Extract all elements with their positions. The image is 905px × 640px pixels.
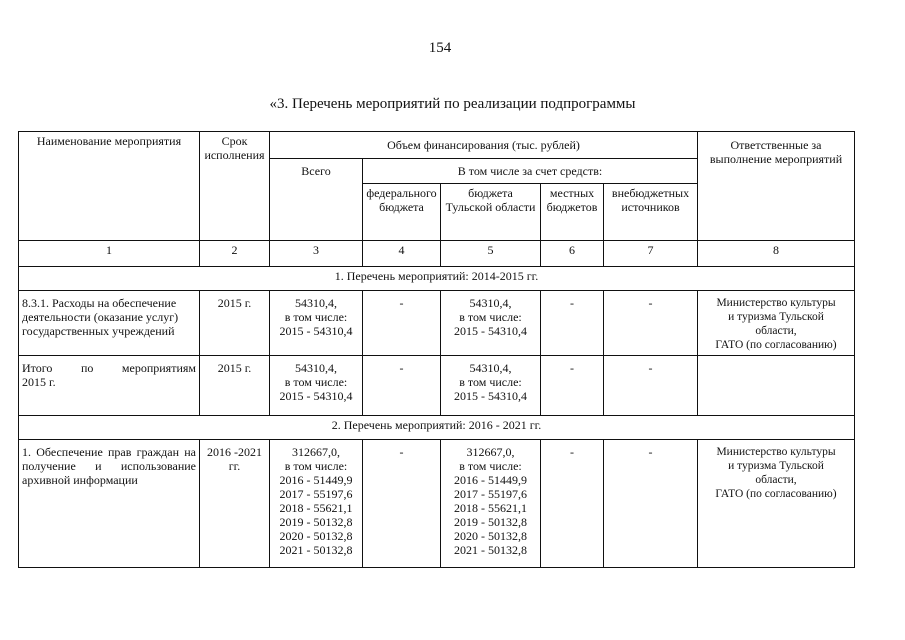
total-local: - — [541, 356, 604, 416]
header-financing: Объем финансирования (тыс. рублей) — [270, 132, 698, 159]
header-regional: бюджета Тульской области — [441, 184, 541, 241]
column-number: 8 — [698, 241, 855, 267]
document-title: «3. Перечень мероприятий по реализации подпрограммы — [269, 96, 636, 112]
event-offbudget: - — [604, 440, 698, 568]
event-responsible: Министерство культуры и туризма Тульской области, ГАТО (по согласованию) — [698, 440, 855, 568]
event-local: - — [541, 291, 604, 356]
column-number: 5 — [441, 241, 541, 267]
table-row-total — [19, 356, 855, 416]
header-federal: федерального бюджета — [363, 184, 441, 241]
event-federal: - — [363, 291, 441, 356]
column-number: 4 — [363, 241, 441, 267]
event-name: 8.3.1. Расходы на обеспечение деятельности (оказание услуг) государственных учреждений — [19, 291, 200, 356]
table-row — [19, 291, 855, 356]
table-row — [19, 440, 855, 568]
total-responsible — [698, 356, 855, 416]
header-term: Срок исполнения — [200, 132, 270, 241]
column-number: 6 — [541, 241, 604, 267]
column-number: 1 — [19, 241, 200, 267]
header-local: местных бюджетов — [541, 184, 604, 241]
header-responsible: Ответственные за выполнение мероприятий — [698, 132, 855, 241]
header-offbudget: внебюджетных источников — [604, 184, 698, 241]
event-name: 1. Обеспечение прав граждан на получение и использование архивной информации — [19, 440, 200, 568]
event-regional: 54310,4, в том числе: 2015 - 54310,4 — [441, 291, 541, 356]
section-row — [19, 267, 855, 291]
event-local: - — [541, 440, 604, 568]
total-federal: - — [363, 356, 441, 416]
event-regional: 312667,0, в том числе: 2016 - 51449,9 2017 - 55197,6 2018 - 55621,1 2019 - 50132,8 2020 - 50132,8 2021 - 50132,8 — [441, 440, 541, 568]
total-regional: 54310,4, в том числе: 2015 - 54310,4 — [441, 356, 541, 416]
column-number: 7 — [604, 241, 698, 267]
event-term: 2015 г. — [200, 291, 270, 356]
total-offbudget: - — [604, 356, 698, 416]
total-term: 2015 г. — [200, 356, 270, 416]
header-total: Всего — [270, 159, 363, 241]
total-total: 54310,4, в том числе: 2015 - 54310,4 — [270, 356, 363, 416]
page-number: 154 — [428, 40, 452, 56]
section-row — [19, 416, 855, 440]
event-term: 2016 -2021 гг. — [200, 440, 270, 568]
event-federal: - — [363, 440, 441, 568]
header-row-1 — [19, 132, 855, 159]
column-number: 2 — [200, 241, 270, 267]
section-heading: 2. Перечень мероприятий: 2016 - 2021 гг. — [19, 416, 855, 440]
events-table — [18, 131, 855, 568]
event-offbudget: - — [604, 291, 698, 356]
column-numbers-row — [19, 241, 855, 267]
total-name: Итого по мероприятиям 2015 г. — [19, 356, 200, 416]
header-name: Наименование мероприятия — [19, 132, 200, 241]
column-number: 3 — [270, 241, 363, 267]
header-including: В том числе за счет средств: — [363, 159, 698, 184]
section-heading: 1. Перечень мероприятий: 2014-2015 гг. — [19, 267, 855, 291]
event-responsible: Министерство культуры и туризма Тульской области, ГАТО (по согласованию) — [698, 291, 855, 356]
event-total: 54310,4, в том числе: 2015 - 54310,4 — [270, 291, 363, 356]
event-total: 312667,0, в том числе: 2016 - 51449,9 2017 - 55197,6 2018 - 55621,1 2019 - 50132,8 2020 - 50132,8 2021 - 50132,8 — [270, 440, 363, 568]
